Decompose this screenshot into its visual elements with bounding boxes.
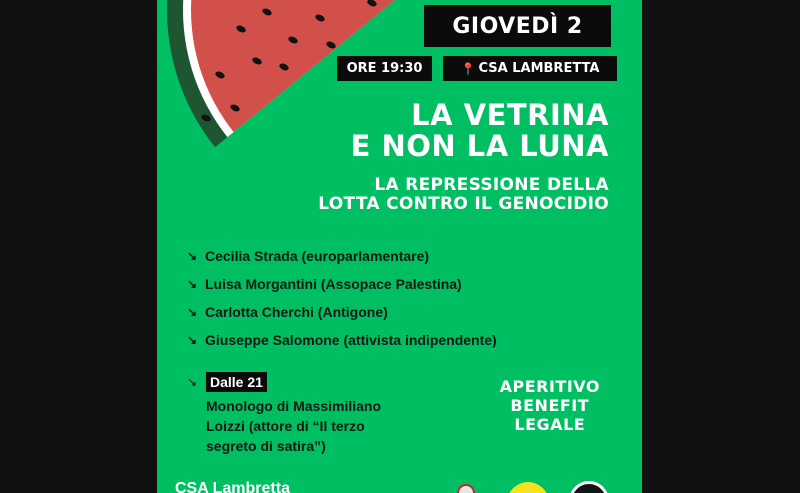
arrow-down-right-icon: ↘: [187, 305, 198, 319]
speaker-text: Cecilia Strada (europarlamentare): [205, 248, 430, 264]
event-poster: [157, 0, 642, 493]
description-line: segreto di satira”): [206, 438, 326, 454]
speaker-item: [187, 298, 497, 326]
description-line: Monologo di Massimiliano: [206, 398, 381, 414]
title-line: LA VETRINA: [411, 98, 609, 132]
arrow-down-right-icon: ↘: [187, 249, 198, 263]
aperitivo-label: [500, 377, 600, 434]
arrow-down-right-icon: ↘: [187, 277, 198, 291]
speaker-text: Luisa Morgantini (Assopace Palestina): [205, 276, 462, 292]
event-time-label: ORE 19:30: [337, 56, 432, 81]
subtitle-line: LOTTA CONTRO IL GENOCIDIO: [318, 194, 609, 214]
evening-program: [187, 372, 417, 456]
event-subtitle: [318, 176, 609, 214]
evening-description: [206, 396, 417, 456]
speaker-list: [187, 242, 497, 354]
speaker-item: [187, 242, 497, 270]
aperitivo-line: BENEFIT: [510, 396, 590, 415]
speaker-text: Carlotta Cherchi (Antigone): [205, 304, 388, 320]
evening-time-badge: Dalle 21: [206, 372, 267, 392]
event-title: [351, 100, 609, 162]
title-line: E NON LA LUNA: [350, 129, 609, 163]
aperitivo-line: LEGALE: [514, 415, 586, 434]
speaker-item: [187, 326, 497, 354]
arrow-down-right-icon: ↘: [187, 375, 198, 389]
description-line: Loizzi (attore di “Il terzo: [206, 418, 365, 434]
subtitle-line: LA REPRESSIONE DELLA: [374, 175, 609, 195]
place-text: CSA LAMBRETTA: [478, 61, 600, 76]
arrow-down-right-icon: ↘: [187, 333, 198, 347]
footer-venue-name: CSA Lambretta: [175, 480, 290, 493]
speaker-item: [187, 270, 497, 298]
speaker-text: Giuseppe Salomone (attivista indipendente): [205, 332, 497, 348]
aperitivo-line: APERITIVO: [499, 377, 600, 396]
event-place-label: [443, 56, 617, 81]
event-day-label: GIOVEDÌ 2: [424, 5, 611, 47]
pin-icon: 📍: [460, 61, 476, 76]
